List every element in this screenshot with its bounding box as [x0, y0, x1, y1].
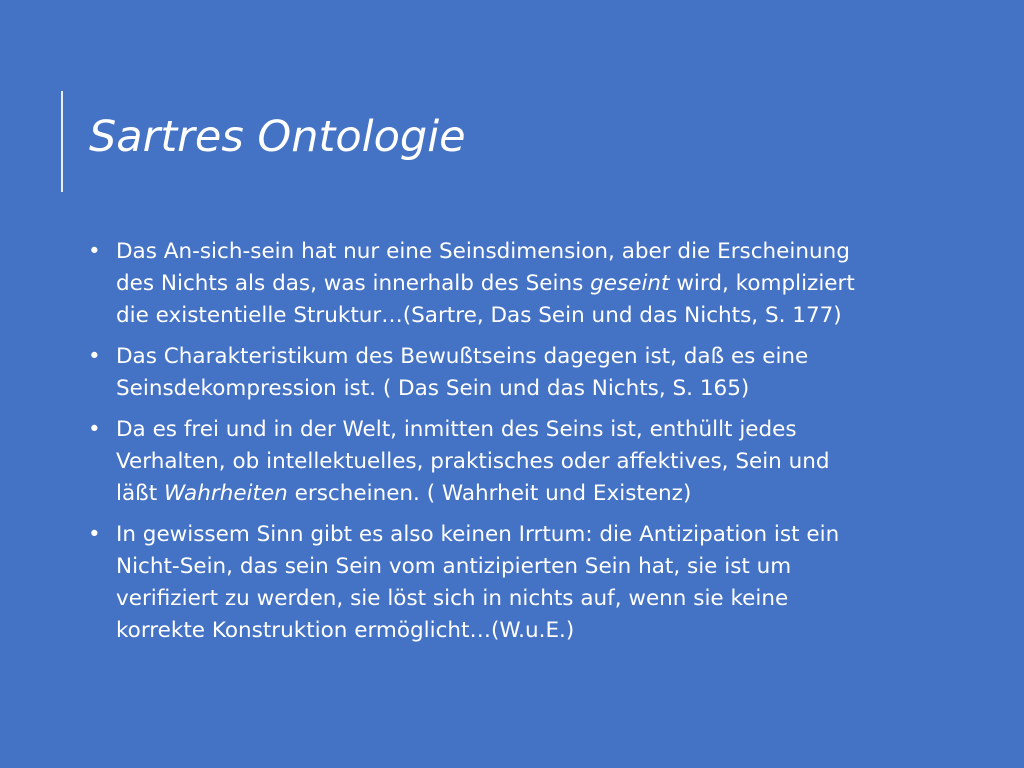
italic-term: geseint	[590, 271, 670, 296]
bullet-item-4	[88, 519, 968, 647]
bullet-item-2	[88, 341, 968, 405]
bullet-line: Das An-sich-sein hat nur eine Seinsdimension, aber die Erscheinung	[116, 239, 850, 264]
text-run: läßt	[116, 481, 164, 506]
text-run: des Nichts als das, was innerhalb des Seins	[116, 271, 591, 296]
slide-title: Sartres Ontologie	[89, 112, 466, 162]
bullet-item-1	[88, 236, 968, 332]
bullet-line: In gewissem Sinn gibt es also keinen Irrtum: die Antizipation ist ein	[116, 522, 840, 547]
bullet-marker: •	[88, 417, 101, 442]
bullet-marker: •	[88, 344, 101, 369]
bullet-line: Verhalten, ob intellektuelles, praktisches oder affektives, Sein und	[116, 449, 830, 474]
title-accent-line	[61, 91, 63, 192]
bullet-line: Da es frei und in der Welt, inmitten des Seins ist, enthüllt jedes	[116, 417, 797, 442]
bullet-line	[116, 478, 968, 510]
bullet-line: Seinsdekompression ist. ( Das Sein und das Nichts, S. 165)	[116, 376, 750, 401]
bullet-line: Das Charakteristikum des Bewußtseins dagegen ist, daß es eine	[116, 344, 809, 369]
bullet-marker: •	[88, 239, 101, 264]
text-run: erscheinen. ( Wahrheit und Existenz)	[287, 481, 692, 506]
bullet-line	[116, 268, 968, 300]
text-run: wird, kompliziert	[669, 271, 855, 296]
bullet-line: korrekte Konstruktion ermöglicht…(W.u.E.)	[116, 618, 575, 643]
bullet-list	[88, 236, 968, 656]
italic-term: Wahrheiten	[163, 481, 288, 506]
bullet-item-3	[88, 414, 968, 510]
bullet-marker: •	[88, 522, 101, 547]
bullet-line: die existentielle Struktur…(Sartre, Das Sein und das Nichts, S. 177)	[116, 303, 842, 328]
bullet-line: Nicht-Sein, das sein Sein vom antizipierten Sein hat, sie ist um	[116, 554, 792, 579]
bullet-line: verifiziert zu werden, sie löst sich in nichts auf, wenn sie keine	[116, 586, 789, 611]
